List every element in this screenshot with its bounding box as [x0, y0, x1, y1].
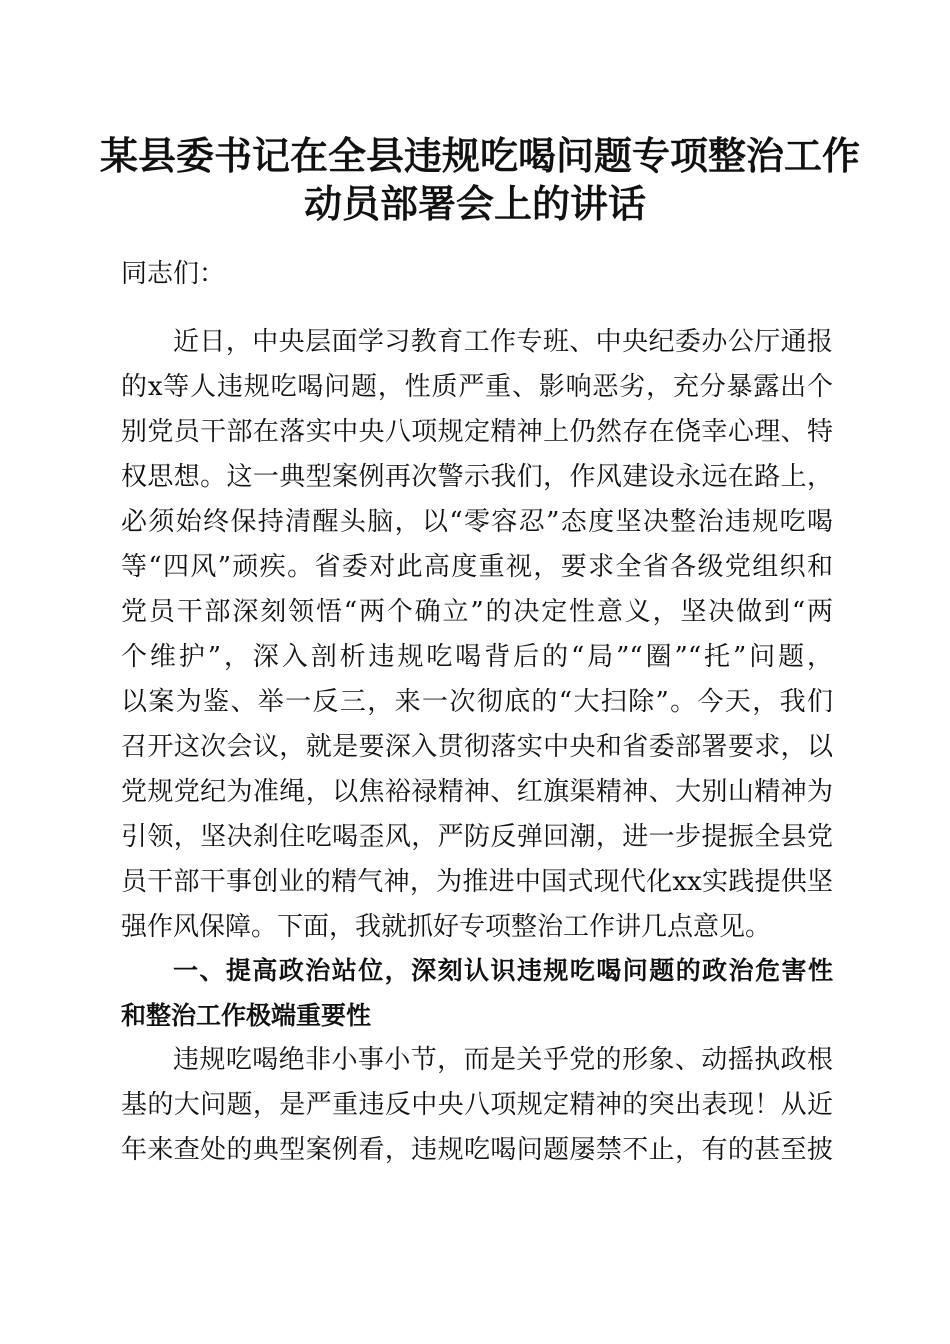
intro-line: 的x等人违规吃喝问题，性质严重、影响恶劣，充分暴露出个 [121, 372, 833, 402]
intro-line: 党规党纪为准绳，以焦裕禄精神、红旗渠精神、大别山精神为 [121, 777, 833, 807]
intro-line: 引领，坚决刹住吃喝歪风，严防反弹回潮，进一步提振全县党 [121, 822, 833, 852]
salutation: 同志们： [121, 259, 226, 289]
intro-line: 强作风保障。下面，我就抓好专项整治工作讲几点意见。 [121, 912, 772, 942]
intro-paragraph [121, 320, 833, 950]
intro-line: 权思想。这一典型案例再次警示我们，作风建设永远在路上， [121, 462, 833, 492]
intro-line: 召开这次会议，就是要深入贯彻落实中央和省委部署要求，以 [121, 732, 833, 762]
section-1-paragraph [121, 1038, 833, 1173]
heading-line: 和整治工作极端重要性 [121, 1001, 372, 1030]
intro-line: 近日，中央层面学习教育工作专班、中央纪委办公厅通报 [173, 327, 833, 357]
heading-line: 一、提高政治站位，深刻认识违规吃喝问题的政治危害性 [173, 956, 833, 985]
document-title [100, 132, 861, 228]
intro-line: 以案为鉴、举一反三，来一次彻底的“大扫除”。今天，我们 [121, 687, 833, 717]
title-line-1: 某县委书记在全县违规吃喝问题专项整治工作 [100, 133, 861, 178]
intro-line: 等“四风”顽疾。省委对此高度重视，要求全省各级党组织和 [121, 552, 833, 582]
title-line-2: 动员部署会上的讲话 [303, 181, 646, 226]
section-line: 违规吃喝绝非小事小节，而是关乎党的形象、动摇执政根 [173, 1045, 833, 1075]
section-1-heading [121, 948, 833, 1038]
section-line: 年来查处的典型案例看，违规吃喝问题屡禁不止，有的甚至披 [121, 1135, 833, 1165]
intro-line: 个维护”，深入剖析违规吃喝背后的“局”“圈”“托”问题， [121, 642, 833, 672]
section-line: 基的大问题，是严重违反中央八项规定精神的突出表现！从近 [121, 1090, 833, 1120]
intro-line: 必须始终保持清醒头脑，以“零容忍”态度坚决整治违规吃喝 [121, 507, 833, 537]
intro-line: 员干部干事创业的精气神，为推进中国式现代化xx实践提供坚 [121, 867, 833, 897]
intro-line: 党员干部深刻领悟“两个确立”的决定性意义，坚决做到“两 [121, 597, 833, 627]
intro-line: 别党员干部在落实中央八项规定精神上仍然存在侥幸心理、特 [121, 417, 833, 447]
